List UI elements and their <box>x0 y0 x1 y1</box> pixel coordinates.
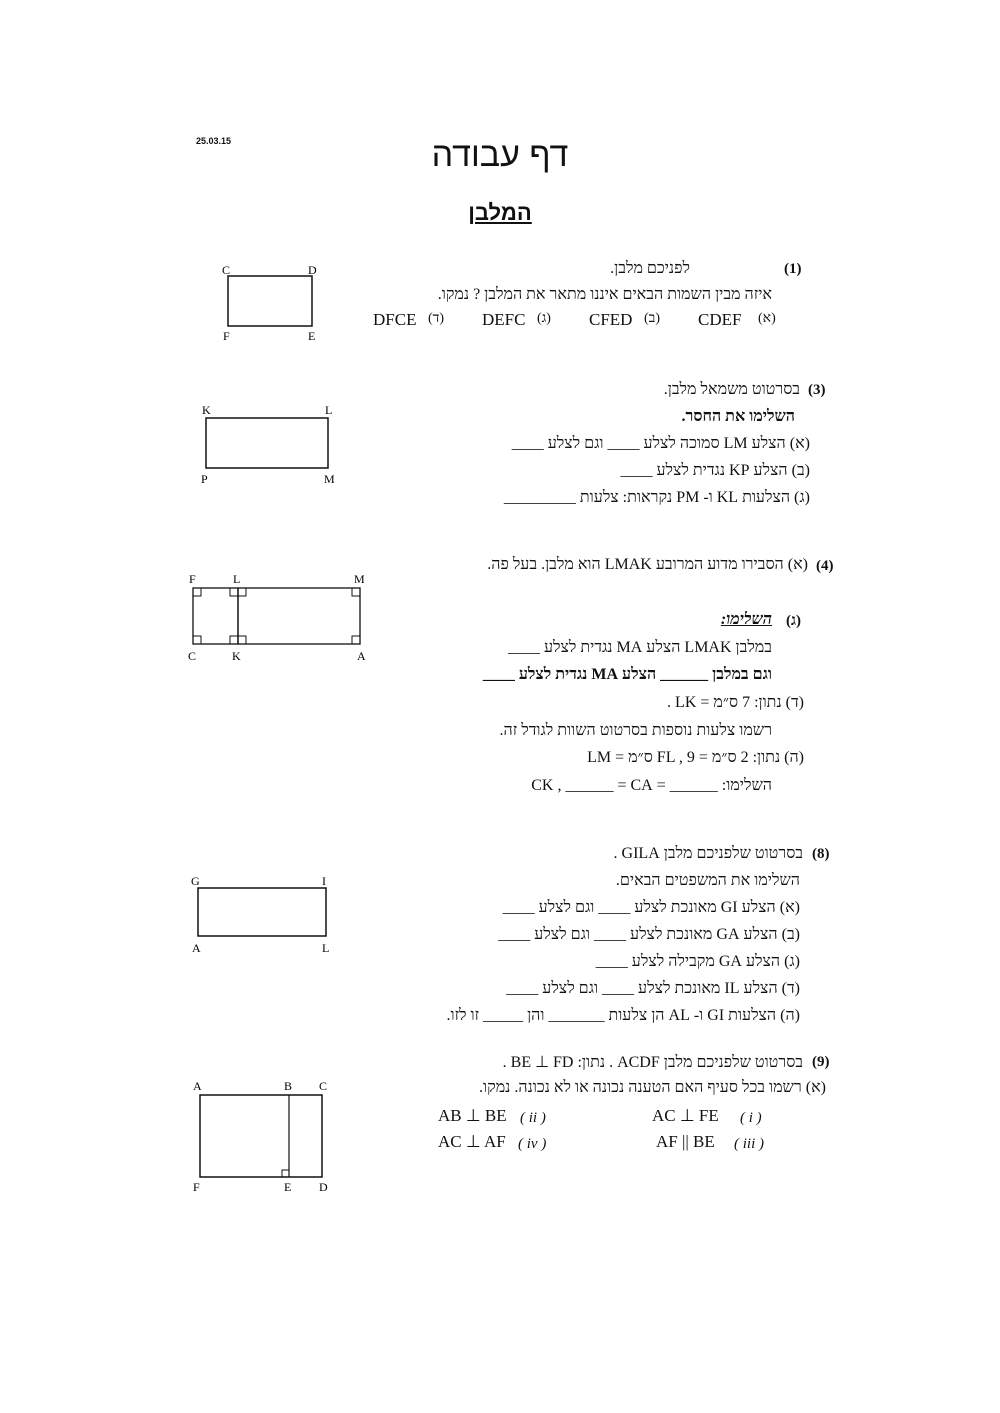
question-4-a: (א) הסבירו מדוע המרובע LMAK הוא מלבן. בעל פה. <box>487 556 808 573</box>
figure-label: F <box>223 329 230 343</box>
figure-label: C <box>188 649 197 663</box>
question-3-line1: בסרטוט משמאל מלבן. <box>663 381 800 398</box>
page-title: דף עבודה <box>431 136 569 174</box>
question-8-number: (8) <box>812 846 830 862</box>
question-3-b: (ב) הצלע KP נגדית לצלע ____ <box>620 462 810 479</box>
figure-label: A <box>192 941 201 955</box>
question-3-c: (ג) הצלעות KL ו- PM נקראות: צלעות _________ <box>503 489 810 506</box>
figure-label: F <box>189 572 196 586</box>
q8-rectangle-figure <box>188 872 338 958</box>
question-1-line2: איזה מבין השמות הבאים איננו מתאר את המלבן ? נמקו. <box>437 286 772 303</box>
question-8-b: (ב) הצלע GA מאונכת לצלע ____ וגם לצלע ____ <box>498 926 800 943</box>
q1-option-b: CFED <box>589 310 633 329</box>
question-8-line1: בסרטוט שלפניכם מלבן GILA . <box>613 845 803 862</box>
q1-option-c: DEFC <box>482 310 526 329</box>
figure-label: D <box>319 1180 328 1194</box>
figure-label: L <box>233 572 241 586</box>
question-1-line1: לפניכם מלבן. <box>610 260 690 277</box>
question-4-e: (ה) נתון: 2 ס״מ = FL , 9 ס״מ = LM <box>587 749 804 766</box>
q9-item-iv-expr: AC ⊥ AF <box>438 1132 506 1151</box>
q1-option-a: CDEF <box>698 310 742 329</box>
q1-rectangle-figure <box>220 262 330 346</box>
figure-label: A <box>357 649 366 663</box>
question-8-line2: השלימו את המשפטים הבאים. <box>615 872 800 889</box>
date: 25.03.15 <box>196 136 232 146</box>
question-4-g-title: השלימו: <box>720 611 772 628</box>
figure-label: L <box>325 403 333 417</box>
figure-label: A <box>193 1079 202 1093</box>
question-4-g2: וגם במלבן ______ הצלע MA נגדית לצלע ____ <box>482 666 772 683</box>
question-3-a: (א) הצלע LM סמוכה לצלע ____ וגם לצלע ____ <box>511 435 810 452</box>
question-1-number: (1) <box>784 261 802 277</box>
figure-label: D <box>308 263 317 277</box>
question-3-line2: השלימו את החסר. <box>681 408 795 425</box>
q1-option-d: DFCE <box>373 310 417 329</box>
question-4-g1: במלבן LMAK הצלע MA נגדית לצלע ____ <box>507 639 772 656</box>
question-8-d: (ד) הצלע IL מאונכת לצלע ____ וגם לצלע ____ <box>506 980 800 997</box>
figure-label: G <box>191 874 200 888</box>
figure-label: E <box>308 329 316 343</box>
q1-option-d-label: (ד) <box>428 311 445 326</box>
figure-label: B <box>284 1079 293 1093</box>
figure-label: C <box>222 263 231 277</box>
page-subtitle: המלבן <box>468 200 532 225</box>
question-4-d2: רשמו צלעות נוספות בסרטוט השוות לגודל זה. <box>499 722 772 739</box>
figure-label: C <box>319 1079 328 1093</box>
question-3-number: (3) <box>808 382 826 398</box>
figure-label: L <box>322 941 330 955</box>
question-4-d: (ד) נתון: 7 ס״מ = LK . <box>667 694 804 711</box>
question-8-c: (ג) הצלע GA מקבילה לצלע ____ <box>595 953 800 970</box>
figure-label: K <box>202 403 211 417</box>
q9-item-ii-label: ( ii ) <box>520 1110 546 1126</box>
q4-rectangle-figure <box>186 570 376 666</box>
figure-label: K <box>232 649 241 663</box>
q9-item-iv-label: ( iv ) <box>518 1136 547 1152</box>
q9-item-i-expr: AC ⊥ FE <box>652 1106 719 1125</box>
q9-rectangle-figure <box>188 1076 338 1196</box>
figure-label: F <box>193 1180 200 1194</box>
q1-option-a-label: (א) <box>758 311 776 326</box>
figure-label: I <box>322 874 326 888</box>
figure-label: M <box>354 572 365 586</box>
figure-label: P <box>201 472 208 486</box>
question-4-g-label: (ג) <box>786 613 801 629</box>
question-8-a: (א) הצלע GI מאונכת לצלע ____ וגם לצלע ____ <box>502 899 800 916</box>
q9-item-iii-expr: AF || BE <box>656 1132 715 1151</box>
question-8-e: (ה) הצלעות GI ו- AL הן צלעות _______ והן _____ זו לזו. <box>446 1007 800 1024</box>
question-9-line1: בסרטוט שלפניכם מלבן ACDF . נתון: BE ⊥ FD . <box>502 1054 803 1071</box>
question-4-number: (4) <box>816 558 834 574</box>
q9-item-ii-expr: AB ⊥ BE <box>438 1106 507 1125</box>
figure-label: E <box>284 1180 292 1194</box>
figure-label: M <box>324 472 335 486</box>
question-4-e2: השלימו: ______ = CK , ______ = CA <box>531 777 772 794</box>
q9-item-i-label: ( i ) <box>740 1110 762 1126</box>
q1-option-b-label: (ב) <box>644 311 661 326</box>
question-9-a: (א) רשמו בכל סעיף האם הטענה נכונה או לא נכונה. נמקו. <box>479 1079 826 1096</box>
q1-option-c-label: (ג) <box>537 311 551 326</box>
question-9-number: (9) <box>812 1054 830 1070</box>
q3-rectangle-figure <box>198 400 348 490</box>
q9-item-iii-label: ( iii ) <box>734 1136 764 1152</box>
